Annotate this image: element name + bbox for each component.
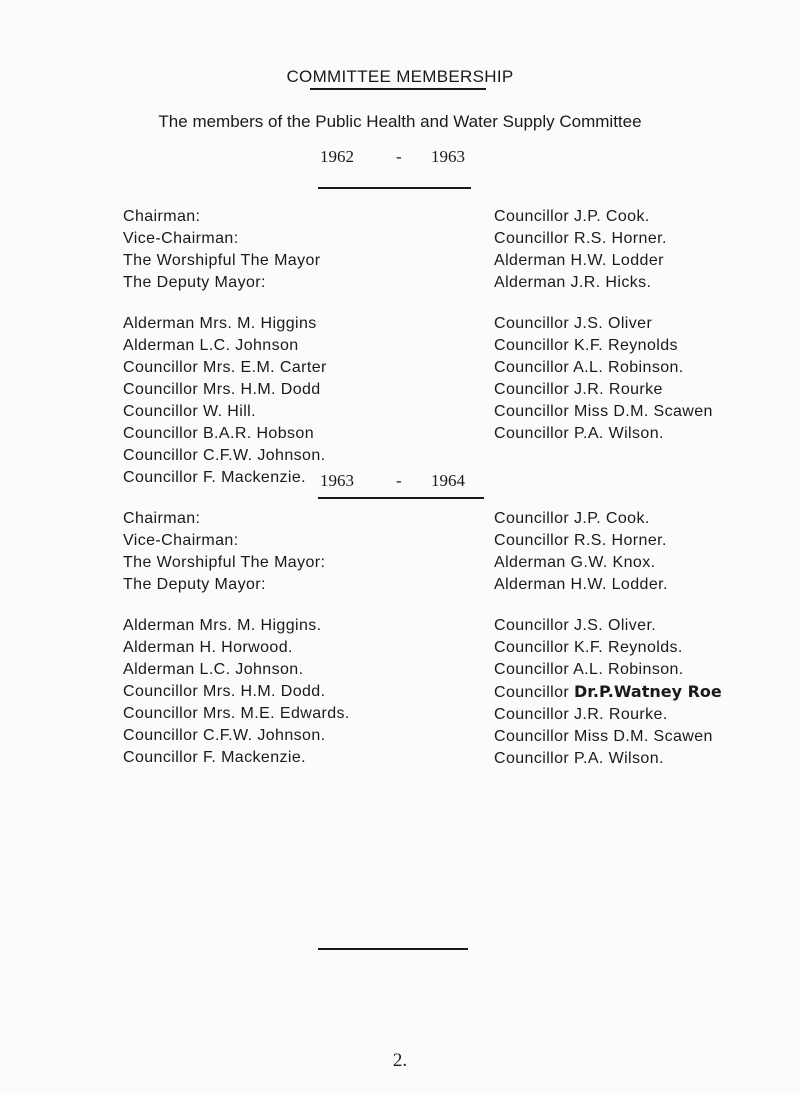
list-item: Councillor J.P. Cook.	[494, 510, 650, 527]
intro-text: The members of the Public Health and Water Supply Committee	[158, 112, 642, 131]
list-item: Councillor J.R. Rourke.	[494, 706, 668, 723]
page-number: 2.	[392, 1050, 408, 1071]
footer-rule	[318, 948, 468, 950]
period2-year-end: 1964	[431, 471, 465, 490]
period1-year-end: 1963	[431, 147, 465, 166]
list-item: Alderman L.C. Johnson.	[123, 661, 304, 678]
heading-underline	[310, 88, 486, 90]
list-item: Councillor K.F. Reynolds.	[494, 639, 683, 656]
list-item: Councillor J.R. Rourke	[494, 381, 663, 398]
list-item: The Deputy Mayor:	[123, 576, 266, 593]
list-item: Chairman:	[123, 208, 201, 225]
list-item: Alderman H.W. Lodder	[494, 252, 664, 269]
list-item: Councillor J.S. Oliver.	[494, 617, 657, 634]
period2-officer-names	[494, 508, 722, 770]
list-item: Councillor B.A.R. Hobson	[123, 425, 315, 442]
list-item: Chairman:	[123, 510, 201, 527]
period1-year-start: 1962	[320, 147, 354, 166]
list-item: Councillor F. Mackenzie.	[123, 749, 306, 766]
list-item: Councillor J.S. Oliver	[494, 315, 653, 332]
list-item: Alderman G.W. Knox.	[494, 554, 656, 571]
period1-officer-names	[494, 206, 713, 445]
list-item: Councillor P.A. Wilson.	[494, 425, 664, 442]
list-item: Councillor R.S. Horner.	[494, 532, 667, 549]
councillor-prefix: Councillor	[494, 684, 574, 701]
list-item: Councillor Mrs. H.M. Dodd.	[123, 683, 326, 700]
list-item-watney-roe	[494, 681, 722, 704]
list-item: Councillor W. Hill.	[123, 403, 256, 420]
list-item: Councillor K.F. Reynolds	[494, 337, 678, 354]
list-item: Councillor C.F.W. Johnson.	[123, 447, 326, 464]
list-item: Councillor Miss D.M. Scawen	[494, 403, 713, 420]
list-item: Alderman L.C. Johnson	[123, 337, 299, 354]
list-item: Alderman H.W. Lodder.	[494, 576, 668, 593]
period2-dash: -	[396, 471, 402, 490]
list-item: Alderman Mrs. M. Higgins.	[123, 617, 322, 634]
list-item: Councillor Miss D.M. Scawen	[494, 728, 713, 745]
list-item: Vice-Chairman:	[123, 230, 239, 247]
list-item: Councillor C.F.W. Johnson.	[123, 727, 326, 744]
period1-rule	[318, 187, 471, 189]
list-item: The Worshipful The Mayor:	[123, 554, 326, 571]
list-item: Councillor A.L. Robinson.	[494, 359, 684, 376]
list-item: Councillor Mrs. H.M. Dodd	[123, 381, 321, 398]
list-item: Councillor Mrs. M.E. Edwards.	[123, 705, 350, 722]
period1-officer-titles	[123, 206, 327, 489]
page-heading: COMMITTEE MEMBERSHIP	[286, 67, 514, 86]
list-item: Alderman J.R. Hicks.	[494, 274, 652, 291]
list-item: Councillor A.L. Robinson.	[494, 661, 684, 678]
typed-name-overstrike: Dr.P.Watney Roe	[574, 682, 722, 701]
list-item: Councillor P.A. Wilson.	[494, 750, 664, 767]
period2-year-start: 1963	[320, 471, 354, 490]
list-item: Alderman H. Horwood.	[123, 639, 293, 656]
list-item: Alderman Mrs. M. Higgins	[123, 315, 317, 332]
list-item: The Worshipful The Mayor	[123, 252, 321, 269]
period1-dash: -	[396, 147, 402, 166]
list-item: Councillor R.S. Horner.	[494, 230, 667, 247]
list-item: The Deputy Mayor:	[123, 274, 266, 291]
period2-officer-titles	[123, 508, 350, 769]
period2-rule	[318, 497, 484, 499]
list-item: Vice-Chairman:	[123, 532, 239, 549]
list-item: Councillor J.P. Cook.	[494, 208, 650, 225]
list-item: Councillor F. Mackenzie.	[123, 469, 306, 486]
list-item: Councillor Mrs. E.M. Carter	[123, 359, 327, 376]
